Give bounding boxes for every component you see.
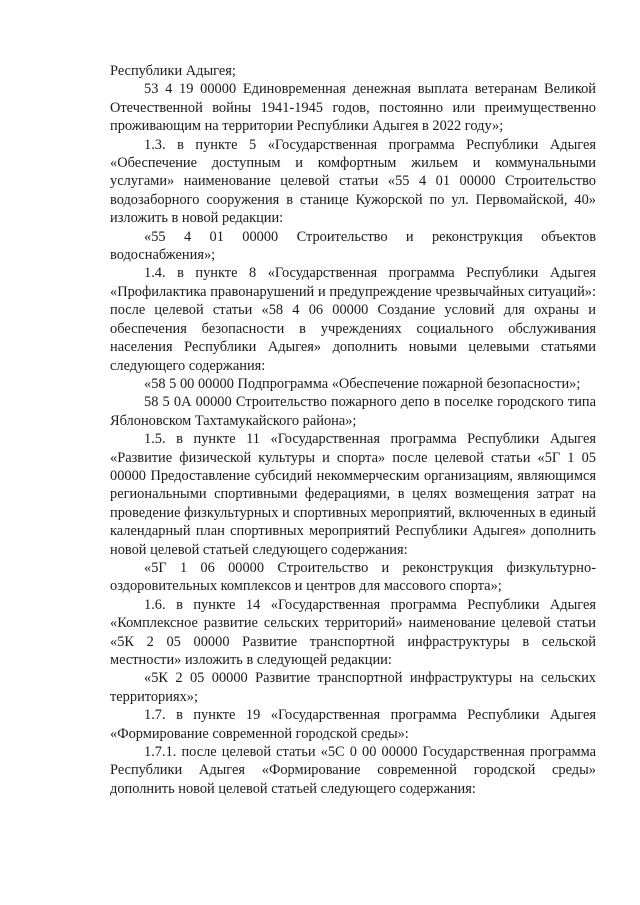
- paragraph-58-5-00: «58 5 00 00000 Подпрограмма «Обеспечение пожарной безопасности»;: [144, 375, 581, 392]
- paragraph-58-5-0a: 58 5 0А 00000 Строительство пожарного депо в поселке городского типа Яблоновском Тахтамукайского района»;: [110, 394, 596, 429]
- paragraph-1-4: 1.4. в пункте 8 «Государственная программа Республики Адыгея «Профилактика правонарушений и предупреждение чрезвычайных ситуаций»: после целевой статьи «58 4 06 00000 Создание условий для охраны и обеспечения безопасности в учреждениях социального обслуживания населения Республики Адыгея» дополнить новыми целевыми статьями следующего содержания:: [110, 265, 596, 374]
- paragraph-55-4-01: «55 4 01 00000 Строительство и реконструкция объектов водоснабжения»;: [110, 228, 596, 264]
- paragraph-5k-2-05: «5К 2 05 00000 Развитие транспортной инфраструктуры на сельских территориях»;: [110, 670, 596, 705]
- paragraph-1-3: 1.3. в пункте 5 «Государственная программа Республики Адыгея «Обеспечение доступным и комфортным жильем и коммунальными услугами» наименование целевой статьи «55 4 01 00000 Строительство водозаборного сооружения в станице Кужорской по ул. Первомайской, 40» изложить в новой редакции:: [110, 136, 596, 227]
- paragraph-1-7: 1.7. в пункте 19 «Государственная программа Республики Адыгея «Формирование современной городской среды»:: [110, 707, 596, 742]
- paragraph-5g-1-06: «5Г 1 06 00000 Строительство и реконструкция физкультурно-оздоровительных комплексов и центров для массового спорта»;: [110, 559, 596, 595]
- paragraph-1-6: 1.6. в пункте 14 «Государственная программа Республики Адыгея «Комплексное развитие сельских территорий» наименование целевой статьи «5К 2 05 00000 Развитие транспортной инфраструктуры в сельской местности» изложить в следующей редакции:: [110, 596, 596, 668]
- paragraph-53-4-19: 53 4 19 00000 Единовременная денежная выплата ветеранам Великой Отечественной войны 1941-1945 годов, постоянно или преимущественно проживающим на территории Республики Адыгея в 2022 году»;: [110, 81, 596, 135]
- paragraph-1-5: 1.5. в пункте 11 «Государственная программа Республики Адыгея «Развитие физической культуры и спорта» после целевой статьи «5Г 1 05 00000 Предоставление субсидий некоммерческим организациям, являющимся региональными спортивными федерациями, в целях возмещения затрат на проведение физкультурных и спортивных мероприятий, включенных в единый календарный план спортивных мероприятий Республики Адыгея» дополнить новой целевой статьей следующего содержания:: [110, 431, 596, 558]
- paragraph-continuation: Республики Адыгея;: [110, 63, 236, 79]
- paragraph-1-7-1: 1.7.1. после целевой статьи «5С 0 00 00000 Государственная программа Республики Адыгея «Формирование современной городской среды» дополнить новой целевой статьей следующего содержания:: [110, 744, 596, 797]
